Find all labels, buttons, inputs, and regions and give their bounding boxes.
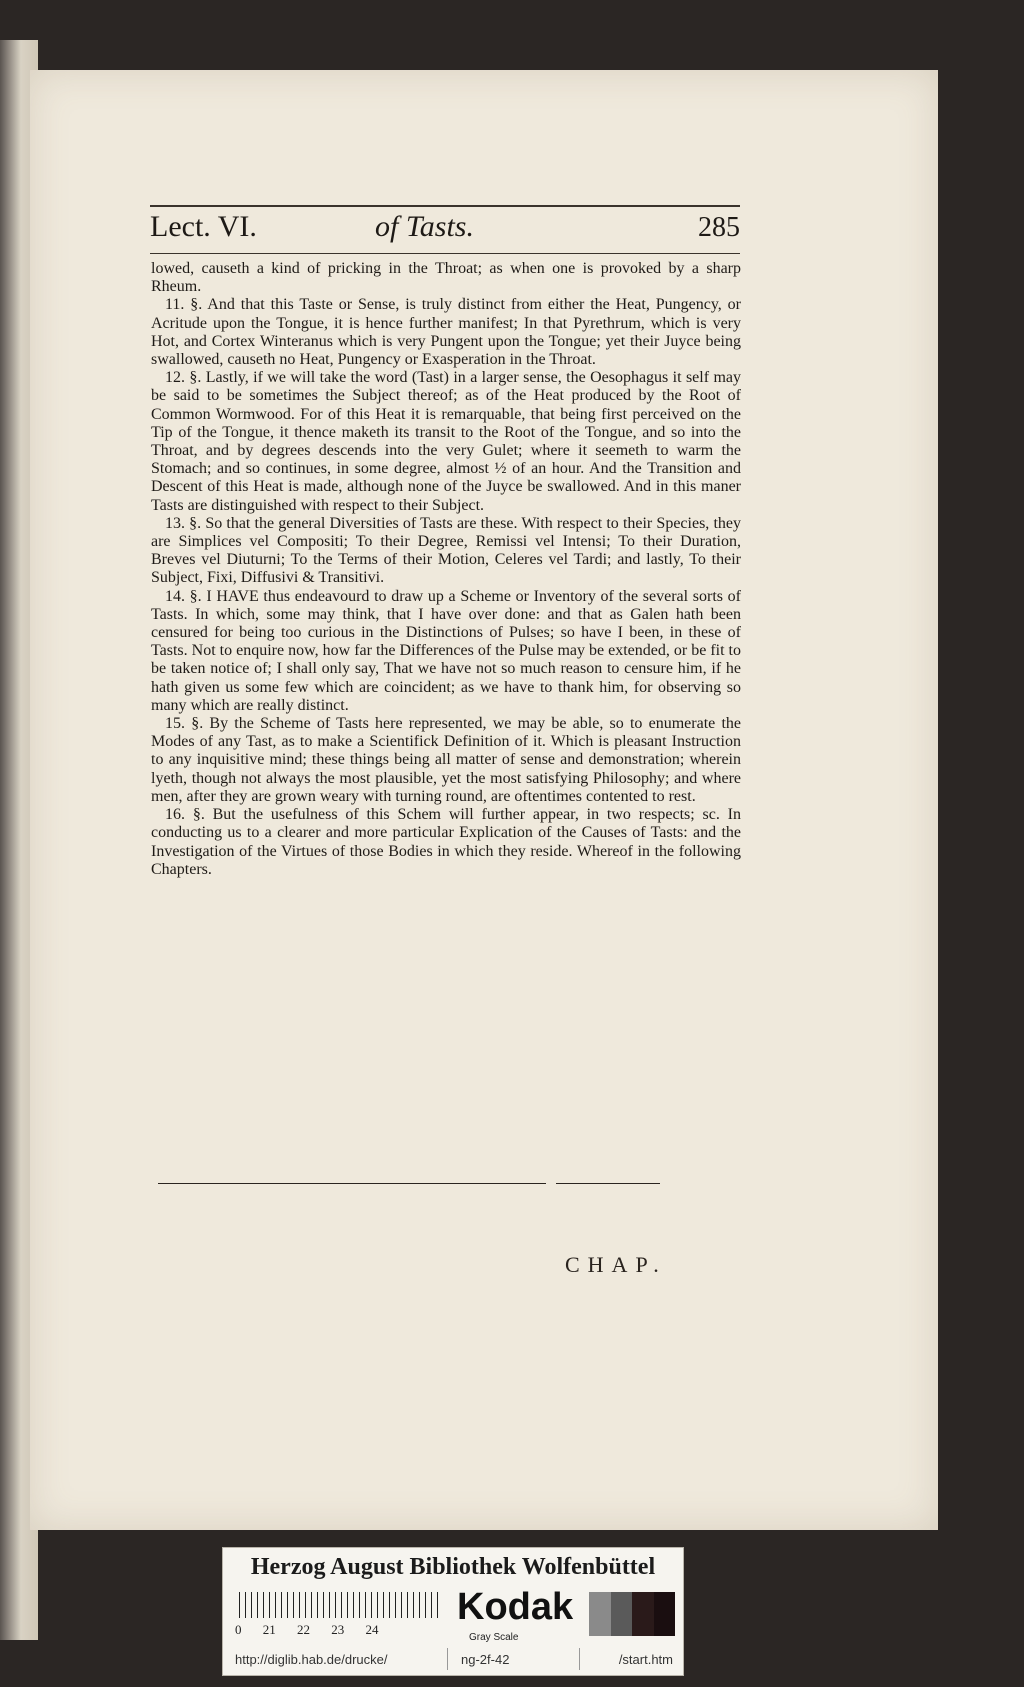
paragraph: 14. §. I HAVE thus endeavourd to draw up a Scheme or Inventory of the several sorts of Tasts. In which, some may think, that I have over done: and that as Galen hath been censured for being too curious in the Distinctions of Pulses; so have I been, in these of Tasts. Not to enquire now, how far the Differences of the Pulse may be extended, or be fit to be taken notice of; I shall only say, That we have not so much reason to censure him, if he hath given us some few which are coincident; as we have to thank him, for observing so many which are really distinct. — [151, 587, 741, 714]
paragraph: lowed, causeth a kind of pricking in the Throat; as when one is provoked by a sharp Rheum. — [151, 260, 741, 296]
color-calibration-card — [222, 1547, 684, 1676]
header-rule-top — [150, 205, 740, 207]
start-page: /start.htm — [618, 1652, 673, 1667]
header-rule-bottom — [150, 253, 740, 254]
gray-patch — [632, 1592, 654, 1636]
closing-rule-left — [158, 1183, 546, 1184]
ruler-scale — [239, 1592, 439, 1618]
kodak-logo: Kodak — [457, 1586, 574, 1628]
shelfmark: ng-2f-42 — [461, 1652, 510, 1667]
gray-patch — [654, 1592, 676, 1636]
catchword: CHAP. — [565, 1252, 667, 1277]
footer-divider — [447, 1648, 448, 1670]
digital-library-url: http://diglib.hab.de/drucke/ — [235, 1652, 388, 1667]
header-lecture: Lect. VI. — [150, 210, 257, 243]
page-number: 285 — [698, 212, 740, 243]
paragraph: 15. §. By the Scheme of Tasts here represented, we may be able, so to enumerate the Modes of any Tast, as to make a Scientifick Definition of it. Which is pleasant Instruction to any inquisitive mind; these things being all matter of sense and demonstration; wherein lyeth, though not always the most plausible, yet the most satisfying Philosophy; and where men, after they are grown weary with turning round, are oftentimes contented to rest. — [151, 715, 741, 805]
header-title: of Tasts. — [375, 210, 474, 243]
page-body — [151, 260, 741, 879]
gray-patch — [589, 1592, 611, 1636]
paragraph: 13. §. So that the general Diversities of Tasts are these. With respect to their Species, they are Simplices vel Compositi; To their Degree, Remissi vel Intensi; To their Duration, Breves vel Diuturni; To the Terms of their Motion, Celeres vel Tardi; and lastly, To their Subject, Fixi, Diffusivi & Transitivi. — [151, 514, 741, 587]
library-name: Herzog August Bibliothek Wolfenbüttel — [250, 1554, 656, 1580]
gray-scale-label: Gray Scale — [469, 1632, 519, 1643]
footer-divider — [579, 1648, 580, 1670]
paragraph: 11. §. And that this Taste or Sense, is truly distinct from either the Heat, Pungency, or Acritude upon the Tongue, it is hence further manifest; In that Pyrethrum, which is very Hot, and Cortex Winteranus which is very Pungent upon the Tongue; yet their Juyce being swallowed, causeth no Heat, Pungency or Exasperation in the Throat. — [151, 296, 741, 369]
gray-scale-strip — [589, 1592, 675, 1636]
gray-patch — [611, 1592, 633, 1636]
running-header — [150, 210, 740, 250]
ruler-numbers: 0 21 22 23 24 — [235, 1622, 379, 1637]
closing-rule-right — [556, 1183, 660, 1184]
paragraph: 16. §. But the usefulness of this Schem will further appear, in two respects; sc. In conducting us to a clearer and more particular Explication of the Causes of Tasts: and the Investigation of the Virtues of those Bodies in which they reside. Whereof in the following Chapters. — [151, 806, 741, 878]
paragraph: 12. §. Lastly, if we will take the word (Tast) in a larger sense, the Oesophagus it self may be said to be sometimes the Subject thereof; as of the Heat produced by the Root of Common Wormwood. For of this Heat it is remarquable, that being first perceived on the Tip of the Tongue, it thence maketh its transit to the Root of the Tongue, and so into the Throat, and by degrees descends into the very Gulet; where it seemeth to warm the Stomach; and so continues, in some degree, almost ½ of an hour. And the Transition and Descent of this Heat is made, although none of the Juyce be swallowed. And in this maner Tasts are distinguished with respect to their Subject. — [151, 369, 741, 514]
